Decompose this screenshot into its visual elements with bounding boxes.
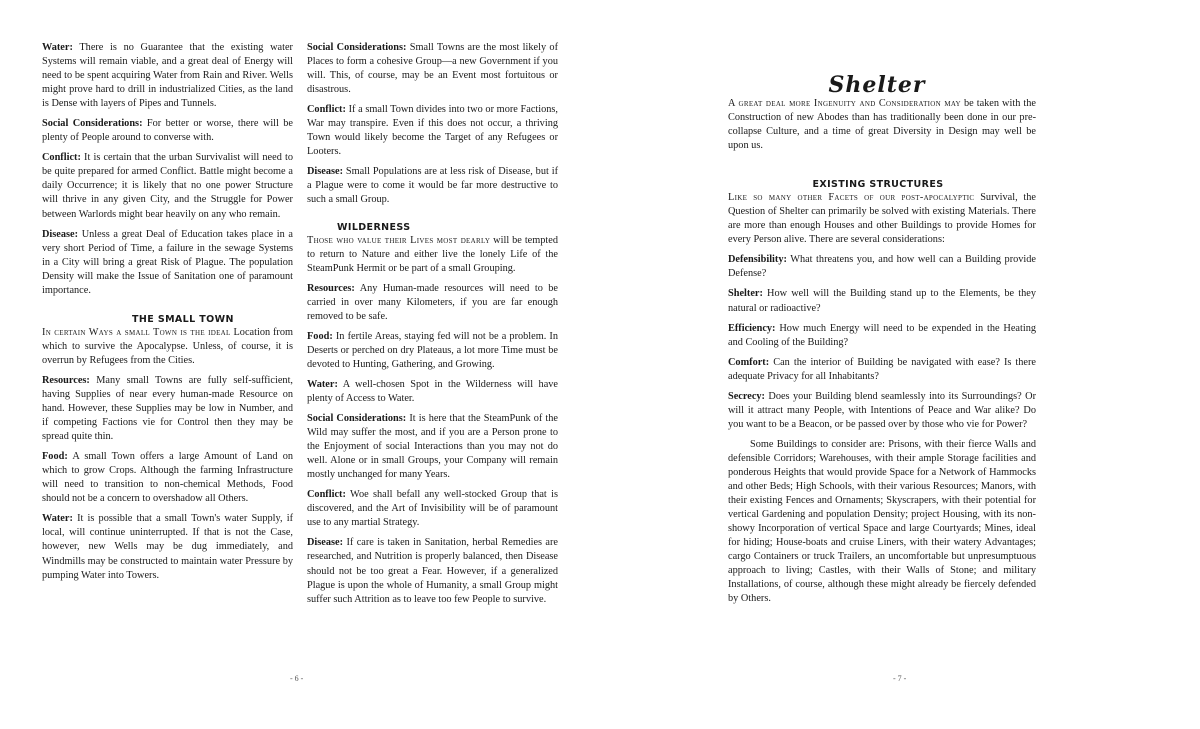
small-caps-lead: In certain Ways a small Town is the ideal	[42, 326, 231, 338]
paragraph	[307, 282, 558, 324]
paragraph	[42, 117, 293, 145]
small-caps-lead: Like so many other Facets of our post-apocalyptic	[728, 192, 975, 204]
paragraph	[728, 322, 1036, 350]
para-text: Woe shall befall any well-stocked Group that is discovered, and the Art of Invisibility will be of paramount use to any martial Strategy.	[307, 489, 558, 529]
paragraph	[307, 412, 558, 482]
para-text: It is here that the SteamPunk of the Wild may suffer the most, and if you are a Person prone to the Enjoyment of social Interactions than you may not do well. Alone or in small Groups, your Company will remain mostly unchanged for many Years.	[307, 413, 559, 481]
paragraph	[728, 390, 1036, 432]
paragraph	[728, 287, 1036, 315]
para-text: Many small Towns are fully self-sufficient, having Supplies of near every human-made Resource on hand. However, these Supplies may be low in Number, and if competing Factions vie for Control then they may be spread quite thin.	[42, 374, 293, 443]
paragraph	[42, 450, 293, 506]
para-text: Can the interior of Building be navigated with ease? Is there adequate Privacy for all Inhabitants?	[728, 356, 1036, 382]
small-caps-lead: Those who value their Lives most dearly	[307, 234, 491, 246]
para-text: If a small Town divides into two or more Factions, War may transpire. Even if this does not occur, a thriving Town would likely become the Target of any Refugees or Looters.	[307, 104, 558, 158]
para-label: Conflict:	[307, 489, 346, 501]
para-label: Disease:	[42, 228, 79, 240]
section-heading-existing-structures: EXISTING STRUCTURES	[812, 179, 944, 191]
para-text: It is possible that a small Town's water Supply, if local, will continue uninterrupted. If that is not the Case, however, new Wells may be dug immediately, and Windmills may be constructed to maintain water Pressure by pumping Water into Towers.	[42, 513, 293, 581]
para-text: Survival, the Question of Shelter can primarily be solved with existing Materials. There are more than enough Houses and other Buildings to provide Homes for every Person alive. There are several considerations:	[728, 192, 1037, 246]
paragraph	[307, 103, 558, 159]
para-text: Any Human-made resources will need to be carried in over many Kilometers, if you are far enough removed to be safe.	[307, 282, 558, 322]
para-label: Food:	[42, 451, 68, 463]
left-page-column-2	[307, 41, 558, 613]
para-label: Water:	[42, 513, 73, 525]
para-label: Resources:	[42, 374, 90, 386]
para-label: Water:	[42, 42, 73, 53]
paragraph	[728, 253, 1036, 281]
page-number-left: - 6 -	[290, 674, 304, 683]
section-intro	[307, 234, 558, 276]
section-intro	[728, 97, 1036, 153]
paragraph	[307, 488, 558, 530]
para-text: Small Populations are at less risk of Disease, but if a Plague were to come it would be far more destructive to such a small Group.	[307, 166, 559, 206]
para-text: will be tempted to return to Nature and either live the lonely Life of the SteamPunk Hermit or be part of a small Grouping.	[307, 234, 558, 274]
para-text: A small Town offers a large Amount of Land on which to grow Crops. Although the farming Infrastructure will need to transition to non-chemical Methods, Food should not be a concern to overshadow all Others.	[42, 451, 293, 505]
para-text: A well-chosen Spot in the Wilderness will have plenty of Access to Water.	[307, 378, 558, 404]
para-label: Social Considerations:	[42, 118, 143, 130]
para-label: Resources:	[307, 282, 355, 294]
left-page-column-1	[42, 41, 293, 589]
para-text: How well will the Building stand up to the Elements, be they natural or radioactive?	[728, 288, 1036, 314]
para-label: Social Considerations:	[307, 42, 407, 53]
para-text: There is no Guarantee that the existing water Systems will remain viable, and a great deal of Energy will need to be spent acquiring Water from Rain and River. Wells might prove hard to drill in industrialized Cities, as the land is Dense with layers of Pipes and Tunnels.	[42, 42, 293, 110]
para-text: be taken with the Construction of new Abodes than has traditionally been done in our pre-collapse Culture, and a time of great Diversity in Design may well be upon us.	[728, 98, 1036, 152]
paragraph	[42, 41, 293, 111]
right-page-column	[728, 74, 1036, 612]
para-label: Disease:	[307, 166, 344, 178]
paragraph	[307, 41, 558, 97]
page-title-shelter: Shelter	[828, 72, 926, 98]
para-label: Defensibility:	[728, 254, 787, 266]
section-intro	[42, 326, 293, 368]
para-label: Secrecy:	[728, 390, 765, 402]
para-label: Efficiency:	[728, 322, 776, 334]
para-text: Unless a great Deal of Education takes place in a very short Period of Time, a failure in the sewage Systems in a City will bring a great Risk of Plague. The population Density will make the Issue of Sanitation one of paramount importance.	[42, 228, 293, 296]
para-text: Does your Building blend seamlessly into its Surroundings? Or will it attract many People, with Intentions of Peace and War alike? Do you want to be a Beacon, or be passed over by those who vie for Power?	[728, 390, 1036, 430]
para-text: It is certain that the urban Survivalist will need to be quite prepared for armed Conflict. Battle might become a daily Occurrence; it is likely that no one power Structure will thrive in any given City, and the Struggle for Power between Warlords might bear heavily on any who remain.	[42, 152, 293, 220]
paragraph	[42, 228, 293, 298]
para-text: What threatens you, and how well can a Building provide Defense?	[728, 254, 1036, 280]
paragraph	[307, 536, 558, 606]
page-number-right: - 7 -	[893, 674, 907, 683]
para-label: Shelter:	[728, 288, 763, 300]
para-label: Conflict:	[307, 104, 346, 116]
para-text: In fertile Areas, staying fed will not be a problem. In Deserts or perched on dry Plateaus, a lot more Time must be devoted to Hunting, Gathering, and Growing.	[307, 330, 559, 370]
section-heading-small-town: THE SMALL TOWN	[132, 313, 234, 325]
section-heading-wilderness: WILDERNESS	[337, 221, 411, 233]
para-text: If care is taken in Sanitation, herbal Remedies are researched, and Nutrition is properly balanced, then Disease should not be too great a Fear. However, if a generalized Plague is upon the whole of Humanity, a small Group might suffer such Attrition as to leave too few People to survive.	[307, 537, 559, 605]
paragraph	[42, 151, 293, 221]
section-intro	[728, 191, 1036, 247]
para-label: Food:	[307, 330, 333, 342]
para-label: Comfort:	[728, 356, 770, 368]
small-caps-lead: A great deal more Ingenuity and Consideration may	[728, 98, 961, 109]
paragraph	[42, 374, 293, 444]
paragraph	[42, 512, 293, 582]
para-label: Water:	[307, 378, 338, 390]
para-text: Small Towns are the most likely of Places to form a cohesive Group—a new Government if you will. This, of course, may be an Event most fortuitous or disastrous.	[307, 42, 559, 96]
para-text: Location from which to survive the Apocalypse. Unless, of course, it is overrun by Refugees from the Cities.	[42, 326, 294, 366]
paragraph	[307, 165, 558, 207]
para-text: How much Energy will need to be expended in the Heating and Cooling of the Building?	[728, 322, 1036, 348]
paragraph	[307, 330, 558, 372]
para-label: Conflict:	[42, 152, 81, 164]
paragraph: Some Buildings to consider are: Prisons, with their fierce Walls and defensible Corridors; Warehouses, with their ample Storage facilities and ponderous Heights that would provide Space for a Network of Hammocks and other Beds; High Schools, with their various Resources; Manors, with their existing Fences and Ornaments; Skyscrapers, with their potential for vertical Gardening and population Density; project Housing, with its non-showy Incorporation of vertical Space and large Courtyards; Mines, ideal for hiding; House-boats and cruise Liners, with their watery Advantages; cargo Containers or truck Trailers, an uncomfortable but unpresumptuous approach to living; Castles, with their Walls of Stone; and military Installations, of course, although these might already be fiercely defended by Others.	[728, 438, 1036, 605]
para-label: Social Considerations:	[307, 413, 407, 425]
para-label: Disease:	[307, 537, 344, 549]
paragraph	[728, 356, 1036, 384]
para-text: For better or worse, there will be plenty of People around to converse with.	[42, 118, 294, 144]
paragraph	[307, 378, 558, 406]
